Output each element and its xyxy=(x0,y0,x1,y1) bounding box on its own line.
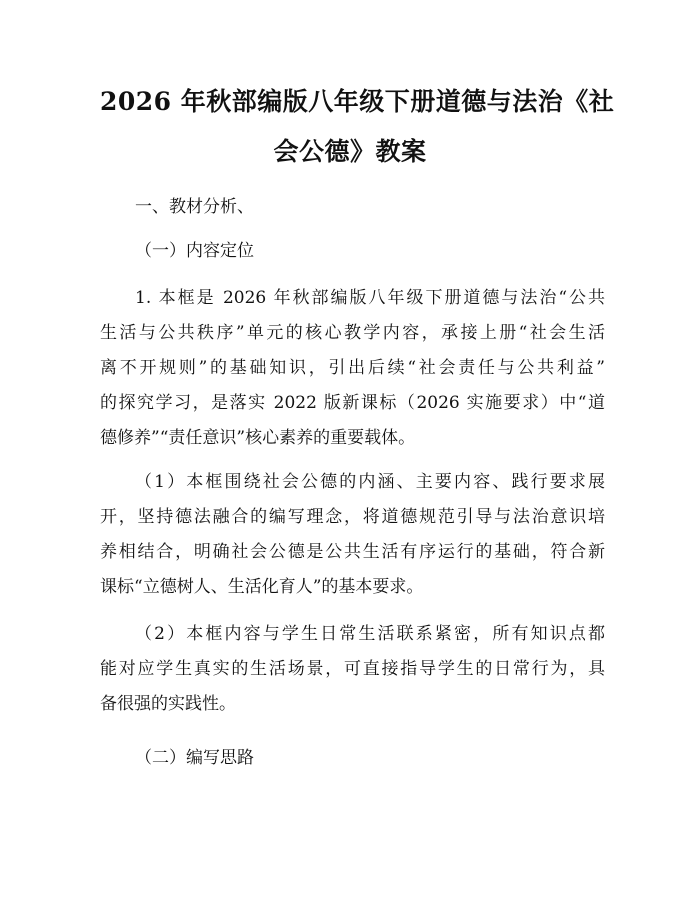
paragraph-line: 1. 本框是 2026 年秋部编版八年级下册道德与法治“公共 xyxy=(135,288,605,308)
paragraph-line: 备很强的实践性。 xyxy=(100,694,236,714)
paragraph-line: 生活与公共秩序”单元的核心教学内容，承接上册“社会生活 xyxy=(100,323,605,343)
paragraph-line: 养相结合，明确社会公德是公共生活有序运行的基础，符合新 xyxy=(100,542,605,562)
document-title xyxy=(100,87,615,167)
paragraph-line: 课标“立德树人、生活化育人”的基本要求。 xyxy=(100,577,424,597)
paragraph-line: 开，坚持德法融合的编写理念，将道德规范引导与法治意识培 xyxy=(100,507,605,527)
title-line-2: 会公德》教案 xyxy=(273,137,427,166)
paragraph-line: 能对应学生真实的生活场景，可直接指导学生的日常行为，具 xyxy=(100,659,605,679)
paragraph-line: 离不开规则”的基础知识，引出后续“社会责任与公共利益” xyxy=(100,358,605,378)
paragraph-line: 的探究学习，是落实 2022 版新课标（2026 实施要求）中“道 xyxy=(100,393,605,413)
paragraph-point-2 xyxy=(100,617,605,722)
paragraph-content-positioning xyxy=(100,281,605,456)
paragraph-line: 德修养”“责任意识”核心素养的重要载体。 xyxy=(100,428,416,448)
paragraph-point-1 xyxy=(100,465,605,605)
section-heading-teaching-material-analysis: 一、教材分析、 xyxy=(135,197,254,217)
subsection-heading-content-positioning: （一）内容定位 xyxy=(135,241,254,261)
subsection-heading-writing-approach: （二）编写思路 xyxy=(135,748,254,768)
title-line-1: 2026 年秋部编版八年级下册道德与法治《社 xyxy=(100,87,615,116)
paragraph-line: （2）本框内容与学生日常生活联系紧密，所有知识点都 xyxy=(135,624,605,644)
paragraph-line: （1）本框围绕社会公德的内涵、主要内容、践行要求展 xyxy=(135,472,605,492)
